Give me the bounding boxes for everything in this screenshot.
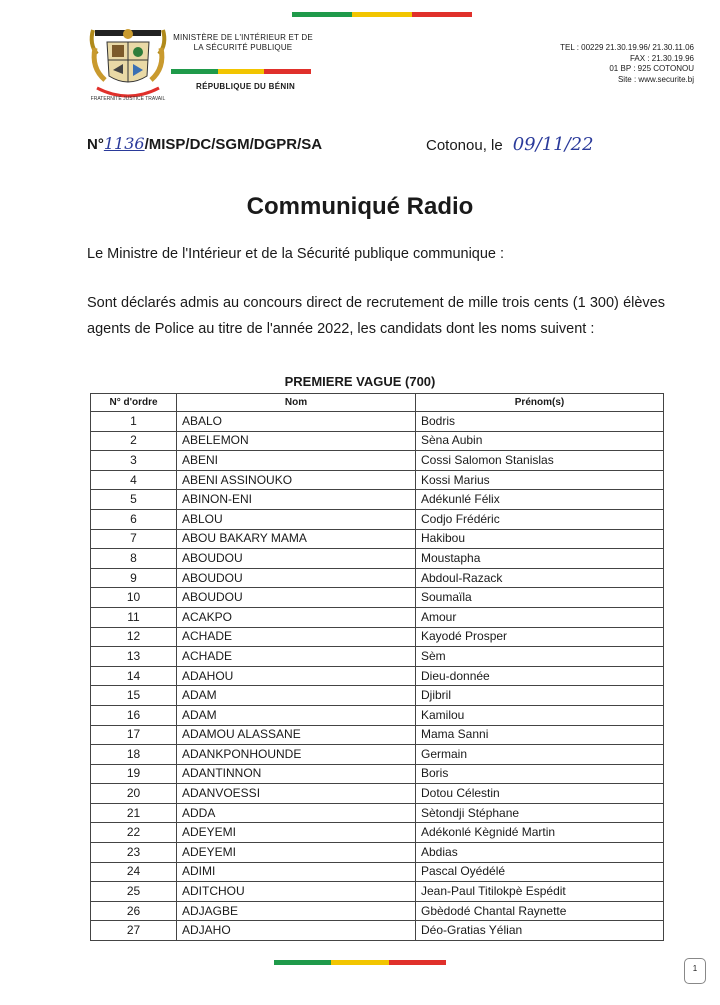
- reference-prefix: N°: [87, 136, 104, 153]
- row-name: ADANTINNON: [177, 764, 416, 784]
- row-name: ABOU BAKARY MAMA: [177, 529, 416, 549]
- row-name: ADAM: [177, 705, 416, 725]
- row-name: ABOUDOU: [177, 549, 416, 569]
- header-name: Nom: [177, 394, 416, 412]
- row-order: 26: [91, 901, 177, 921]
- table-row: [91, 725, 664, 745]
- row-name: ADAMOU ALASSANE: [177, 725, 416, 745]
- row-order: 21: [91, 803, 177, 823]
- date-line: [426, 134, 594, 155]
- row-firstname: Boris: [416, 764, 664, 784]
- row-firstname: Sètondji Stéphane: [416, 803, 664, 823]
- table-row: [91, 921, 664, 941]
- row-firstname: Jean-Paul Titilokpè Espédit: [416, 882, 664, 902]
- date-handwritten: 09/11/22: [512, 134, 594, 155]
- row-name: ADANVOESSI: [177, 784, 416, 804]
- page-number: 1: [684, 958, 706, 984]
- row-order: 27: [91, 921, 177, 941]
- reference-suffix: /MISP/DC/SGM/DGPR/SA: [144, 136, 323, 153]
- row-name: ABELEMON: [177, 431, 416, 451]
- row-order: 19: [91, 764, 177, 784]
- bottom-flag-bar: [274, 960, 446, 965]
- row-order: 13: [91, 647, 177, 667]
- row-order: 4: [91, 470, 177, 490]
- candidates-table: [90, 393, 664, 941]
- intro-text: Le Ministre de l'Intérieur et de la Sécurité publique communique :: [87, 246, 505, 262]
- header-order: N° d'ordre: [91, 394, 177, 412]
- row-name: ACAKPO: [177, 607, 416, 627]
- header-flag-bar: [171, 69, 311, 74]
- row-firstname: Mama Sanni: [416, 725, 664, 745]
- row-name: ABLOU: [177, 509, 416, 529]
- row-firstname: Germain: [416, 745, 664, 765]
- table-row: [91, 529, 664, 549]
- contact-fax: FAX : 21.30.19.96: [629, 53, 694, 63]
- table-row: [91, 745, 664, 765]
- contact-phone: TEL : 00229 21.30.19.96/ 21.30.11.06: [560, 43, 694, 52]
- row-order: 18: [91, 745, 177, 765]
- table-row: [91, 843, 664, 863]
- table-row: [91, 803, 664, 823]
- table-row: [91, 686, 664, 706]
- row-name: ADIMI: [177, 862, 416, 882]
- row-firstname: Kayodé Prosper: [416, 627, 664, 647]
- contact-website: Site : www.securite.bj: [617, 74, 694, 84]
- row-firstname: Bodris: [416, 412, 664, 432]
- document-title: Communiqué Radio: [246, 193, 474, 220]
- table-row: [91, 862, 664, 882]
- row-firstname: Pascal Oyédélé: [416, 862, 664, 882]
- row-name: ADJAHO: [177, 921, 416, 941]
- row-order: 8: [91, 549, 177, 569]
- table-row: [91, 588, 664, 608]
- table-row: [91, 470, 664, 490]
- table-row: [91, 901, 664, 921]
- table-row: [91, 882, 664, 902]
- row-name: ADJAGBE: [177, 901, 416, 921]
- table-row: [91, 568, 664, 588]
- row-firstname: Kamilou: [416, 705, 664, 725]
- row-firstname: Kossi Marius: [416, 470, 664, 490]
- row-order: 15: [91, 686, 177, 706]
- row-order: 5: [91, 490, 177, 510]
- row-order: 9: [91, 568, 177, 588]
- row-name: ACHADE: [177, 647, 416, 667]
- row-name: ABOUDOU: [177, 568, 416, 588]
- row-firstname: Sèm: [416, 647, 664, 667]
- header-firstname: Prénom(s): [416, 394, 664, 412]
- row-firstname: Gbèdodé Chantal Raynette: [416, 901, 664, 921]
- table-row: [91, 647, 664, 667]
- row-name: ABENI ASSINOUKO: [177, 470, 416, 490]
- row-firstname: Cossi Salomon Stanislas: [416, 451, 664, 471]
- row-firstname: Amour: [416, 607, 664, 627]
- table-row: [91, 509, 664, 529]
- row-name: ABENI: [177, 451, 416, 471]
- table-row: [91, 607, 664, 627]
- row-firstname: Adékonlé Kègnidé Martin: [416, 823, 664, 843]
- table-row: [91, 549, 664, 569]
- row-order: 2: [91, 431, 177, 451]
- coat-of-arms-emblem: [85, 24, 171, 106]
- row-firstname: Abdoul-Razack: [416, 568, 664, 588]
- date-label: Cotonou, le: [426, 137, 503, 154]
- table-row: [91, 412, 664, 432]
- row-order: 7: [91, 529, 177, 549]
- table-row: [91, 451, 664, 471]
- row-order: 22: [91, 823, 177, 843]
- row-name: ADDA: [177, 803, 416, 823]
- row-firstname: Abdias: [416, 843, 664, 863]
- row-name: ABALO: [177, 412, 416, 432]
- republic-name: RÉPUBLIQUE DU BÉNIN: [196, 82, 296, 91]
- row-firstname: Dieu-donnée: [416, 666, 664, 686]
- row-order: 17: [91, 725, 177, 745]
- ministry-name: MINISTÈRE DE L'INTÉRIEUR ET DE LA SÉCURITÉ PUBLIQUE: [173, 33, 313, 52]
- row-order: 6: [91, 509, 177, 529]
- table-row: [91, 784, 664, 804]
- table-row: [91, 627, 664, 647]
- section-title: PREMIERE VAGUE (700): [284, 374, 436, 389]
- contact-block: [560, 43, 694, 85]
- row-firstname: Hakibou: [416, 529, 664, 549]
- row-order: 23: [91, 843, 177, 863]
- table-row: [91, 490, 664, 510]
- row-order: 14: [91, 666, 177, 686]
- row-order: 1: [91, 412, 177, 432]
- row-firstname: Djibril: [416, 686, 664, 706]
- reference-number: [87, 134, 322, 153]
- row-name: ABOUDOU: [177, 588, 416, 608]
- svg-text:FRATERNITÉ JUSTICE TRAVAIL: FRATERNITÉ JUSTICE TRAVAIL: [90, 96, 166, 102]
- reference-handwritten-number: 1136: [103, 134, 145, 153]
- table-row: [91, 823, 664, 843]
- row-order: 12: [91, 627, 177, 647]
- row-firstname: Dotou Célestin: [416, 784, 664, 804]
- row-order: 11: [91, 607, 177, 627]
- row-name: ACHADE: [177, 627, 416, 647]
- row-name: ADEYEMI: [177, 843, 416, 863]
- row-order: 25: [91, 882, 177, 902]
- row-firstname: Déo-Gratias Yélian: [416, 921, 664, 941]
- row-name: ADAM: [177, 686, 416, 706]
- table-row: [91, 431, 664, 451]
- row-firstname: Soumaïla: [416, 588, 664, 608]
- table-row: [91, 705, 664, 725]
- contact-po-box: 01 BP : 925 COTONOU: [609, 64, 694, 73]
- row-name: ADITCHOU: [177, 882, 416, 902]
- top-flag-bar: [292, 12, 472, 17]
- row-name: ADEYEMI: [177, 823, 416, 843]
- table-row: [91, 666, 664, 686]
- row-name: ADANKPONHOUNDE: [177, 745, 416, 765]
- row-firstname: Sèna Aubin: [416, 431, 664, 451]
- row-order: 24: [91, 862, 177, 882]
- announcement-paragraph: Sont déclarés admis au concours direct de recrutement de mille trois cents (1 300) élèves agents de Police au titre de l'année 2022, les candidats dont les noms suivent :: [87, 295, 665, 337]
- row-firstname: Moustapha: [416, 549, 664, 569]
- row-name: ABINON-ENI: [177, 490, 416, 510]
- row-order: 3: [91, 451, 177, 471]
- row-name: ADAHOU: [177, 666, 416, 686]
- row-order: 20: [91, 784, 177, 804]
- row-order: 10: [91, 588, 177, 608]
- row-order: 16: [91, 705, 177, 725]
- row-firstname: Codjo Frédéric: [416, 509, 664, 529]
- row-firstname: Adékunlé Félix: [416, 490, 664, 510]
- table-row: [91, 764, 664, 784]
- table-header-row: [91, 394, 664, 412]
